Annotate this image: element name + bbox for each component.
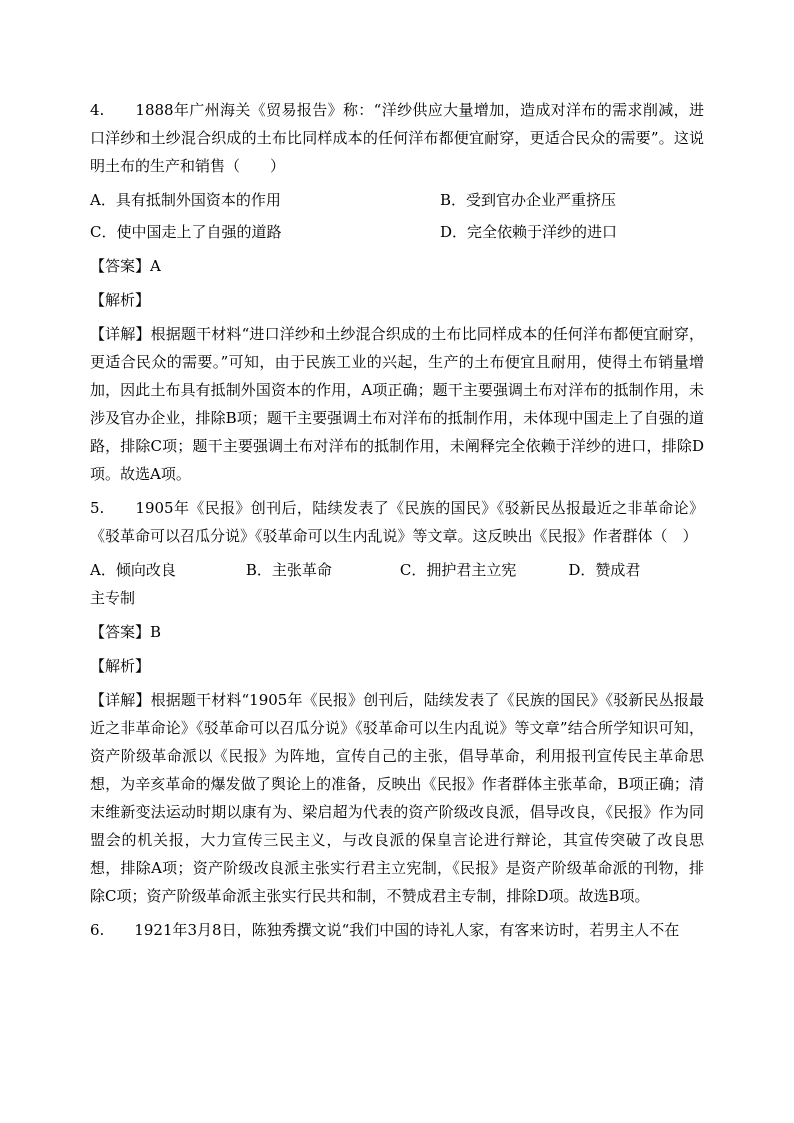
question-4-option-b: B．受到官办企业严重挤压 xyxy=(440,191,617,209)
question-4-detail: 【详解】根据题干材料“进口洋纱和土纱混合织成的土布比同样成本的任何洋布都便宜耐穿，更适合民众的需要。”可知，由于民族工业的兴起，生产的土布便宜且耐用，使得土布销量增加，因此土布具有抵制外国资本的作用，A项正确；题干主要强调土布对洋布的抵制作用，未涉及官办企业，排除B项；题干主要强调土布对洋布的抵制作用，未体现中国走上了自强的道路，排除C项；题干主要强调土布对洋布的抵制作用，未阐释完全依赖于洋纱的进口，排除D项。故选A项。 xyxy=(90,325,704,483)
question-5-option-c: C．拥护君主立宪 xyxy=(399,561,517,579)
option-spacer xyxy=(332,574,400,575)
question-4-answer: 【答案】A xyxy=(90,257,161,275)
question-5-options xyxy=(90,556,646,612)
question-5-option-a: A．倾向改良 xyxy=(90,561,176,579)
question-4-analysis-label: 【解析】 xyxy=(90,291,151,309)
question-5 xyxy=(90,494,704,910)
question-5-analysis-label: 【解析】 xyxy=(90,657,151,675)
option-spacer xyxy=(176,574,246,575)
question-5-option-b: B．主张革命 xyxy=(245,561,332,579)
question-4-option-d: D．完全依赖于洋纱的进口 xyxy=(440,223,618,241)
question-6 xyxy=(90,916,704,944)
question-4-option-a: A．具有抵制外国资本的作用 xyxy=(90,191,281,209)
question-5-detail: 【详解】根据题干材料“1905年《民报》创刊后，陆续发表了《民族的国民》《驳新民丛报最近之非革命论》《驳革命可以召瓜分说》《驳革命可以生内乱说》等文章”结合所学知识可知，资产阶级革命派以《民报》为阵地，宣传自己的主张，倡导革命，利用报刊宣传民主革命思想，为辛亥革命的爆发做了舆论上的准备，反映出《民报》作者群体主张革命，B项正确；清末维新变法运动时期以康有为、梁启超为代表的资产阶级改良派，倡导改良，《民报》作为同盟会的机关报，大力宣传三民主义，与改良派的保皇言论进行辩论，其宣传突破了改良思想，排除A项；资产阶级改良派主张实行君主立宪制，《民报》是资产阶级革命派的刊物，排除C项；资产阶级革命派主张实行民共和制，不赞成君主专制，排除D项。故选B项。 xyxy=(90,691,704,905)
question-6-stem: 6. 1921年3月8日，陈独秀撰文说“我们中国的诗礼人家，有客来访时，若男主人不在 xyxy=(90,921,680,939)
question-4-option-c: C．使中国走上了自强的道路 xyxy=(90,223,282,241)
question-4-options xyxy=(90,186,704,246)
question-4-stem: 4. 1888年广州海关《贸易报告》称：“洋纱供应大量增加，造成对洋布的需求削减，进口洋纱和土纱混合织成的土布比同样成本的任何洋布都便宜耐穿，更适合民众的需要”。这说明土布的生产和销售（ ） xyxy=(90,101,704,175)
option-spacer xyxy=(516,574,568,575)
question-5-answer: 【答案】B xyxy=(90,623,162,641)
question-5-option-d: D．赞成君主专制 xyxy=(90,561,641,607)
question-5-stem: 5. 1905年《民报》创刊后，陆续发表了《民族的国民》《驳新民丛报最近之非革命论》《驳革命可以召瓜分说》《驳革命可以生内乱说》等文章。这反映出《民报》作者群体（ ） xyxy=(90,499,704,545)
question-4 xyxy=(90,96,704,488)
